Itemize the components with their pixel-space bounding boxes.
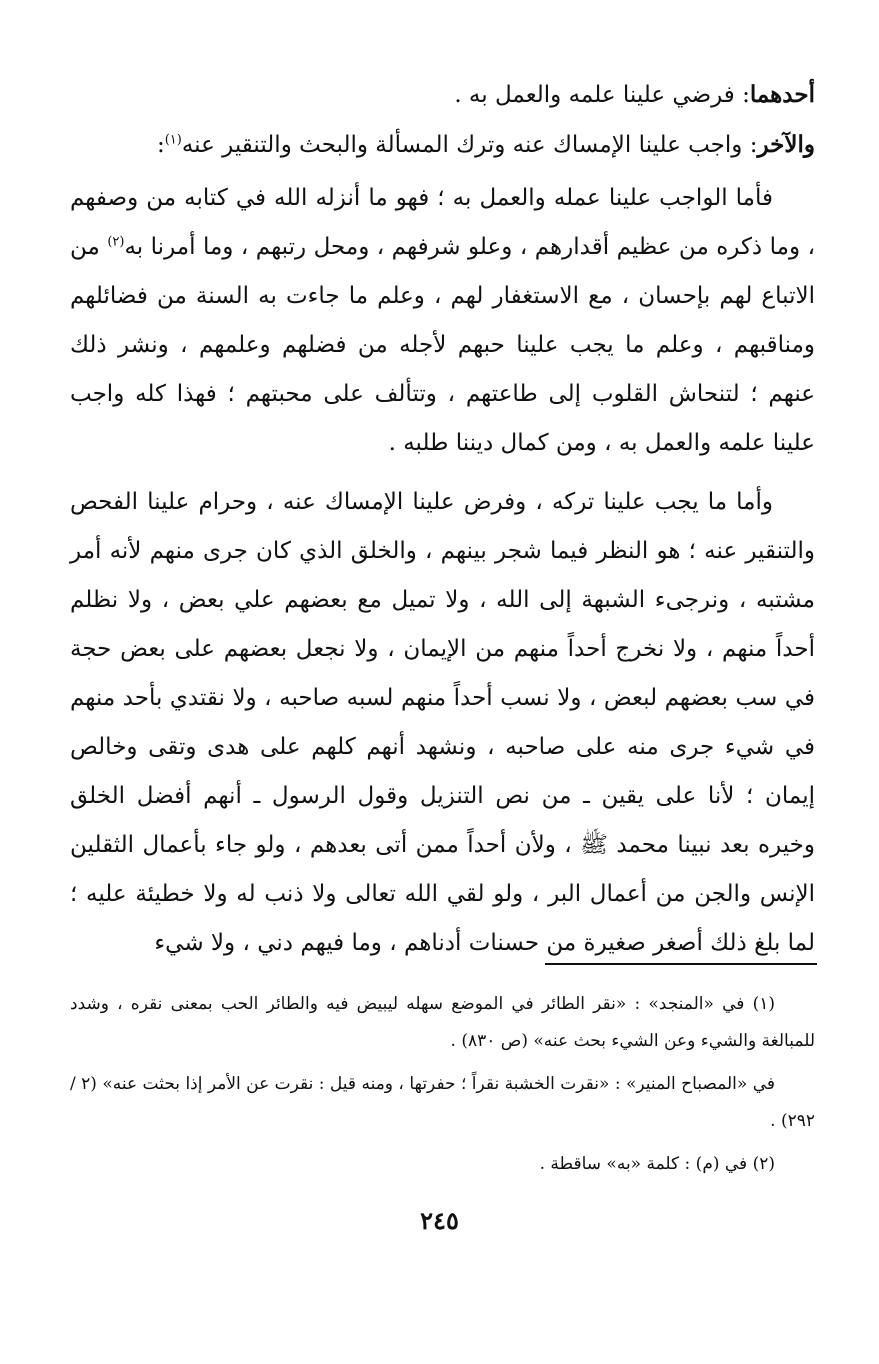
definition-text: : فرضي علينا علمه والعمل به . (454, 82, 750, 108)
footnote-separator (545, 963, 817, 965)
definition-second (70, 120, 815, 170)
footnote-item: (١) في «المنجد» : «نقر الطائر في الموضع سهله ليبيض فيه والطائر الحب بمعنى نقره ، وشدد للمبالغة والشيء وعن الشيء بحث عنه» (ص ٨٣٠) . (70, 994, 815, 1051)
definition-tail: : (156, 132, 165, 158)
definition-term: أحدهما (749, 81, 815, 108)
footnotes (70, 986, 815, 1183)
paragraph-text: من الاتباع لهم بإحسان ، مع الاستغفار لهم ، وعلم ما جاءت به السنة من فضائلهم ومناقبهم ، وعلم ما يجب علينا حبهم لأجله من فضلهم وعلمهم ، ونشر ذلك عنهم ؛ لتنحاش القلوب إلى طاعتهم ، وتتألف على محبتهم ؛ فهذا كله واجب علينا علمه والعمل به ، ومن كمال ديننا طلبه . (70, 234, 815, 456)
footnote-reference: (١) (164, 132, 182, 148)
paragraph-forbidden (70, 478, 815, 968)
footnote-reference: (٢) (107, 234, 125, 250)
paragraph-text: وأما ما يجب علينا تركه ، وفرض علينا الإمساك عنه ، وحرام علينا الفحص والتنقير عنه ؛ هو النظر فيما شجر بينهم ، والخلق الذي كان جرى منهم لأنه أمر مشتبه ، ونرجىء الشبهة إلى الله ، ولا تميل مع بعضهم علي بعض ، ولا نظلم أحداً منهم ، ولا نخرج أحداً منهم من الإيمان ، ولا نجعل بعضهم على بعض حجة في سب بعضهم لبعض ، ولا نسب أحداً منهم لسبه صاحبه ، ولا نقتدي بأحد منهم في شيء جرى منه على صاحبه ، ونشهد أنهم كلهم على هدى وتقى وخالص إيمان ؛ لأنا على يقين ـ من نص التنزيل وقول الرسول ـ أنهم أفضل الخلق وخيره بعد نبينا محمد ﷺ ، ولأن أحداً ممن أتى بعدهم ، ولو جاء بأعمال الثقلين الإنس والجن من أعمال البر ، ولو لقي الله تعالى ولا ذنب له ولا خطيئة عليه ؛ لما بلغ ذلك أصغر صغيرة من حسنات أدناهم ، وما فيهم دني ، ولا شيء (70, 489, 815, 956)
paragraph-text: فأما الواجب علينا عمله والعمل به ؛ فهو ما أنزله الله في كتابه من وصفهم ، وما ذكره من عظيم أقدارهم ، وعلو شرفهم ، ومحل رتبهم ، وما أمرنا به (70, 185, 815, 260)
definition-text: : واجب علينا الإمساك عنه وترك المسألة والبحث والتنقير عنه (181, 132, 758, 158)
page-number: ٢٤٥ (420, 1206, 459, 1235)
paragraph-obligatory (70, 174, 815, 468)
footnote-item: في «المصباح المنير» : «نقرت الخشبة نقراً ؛ حفرتها ، ومنه قيل : نقرت عن الأمر إذا بحثت عنه» (٢ / ٢٩٢) . (70, 1074, 815, 1131)
definition-term: والآخر (757, 131, 815, 158)
definition-first (70, 70, 815, 120)
footnote-item: (٢) في (م) : كلمة «به» ساقطة . (539, 1154, 775, 1174)
main-text (70, 70, 815, 968)
